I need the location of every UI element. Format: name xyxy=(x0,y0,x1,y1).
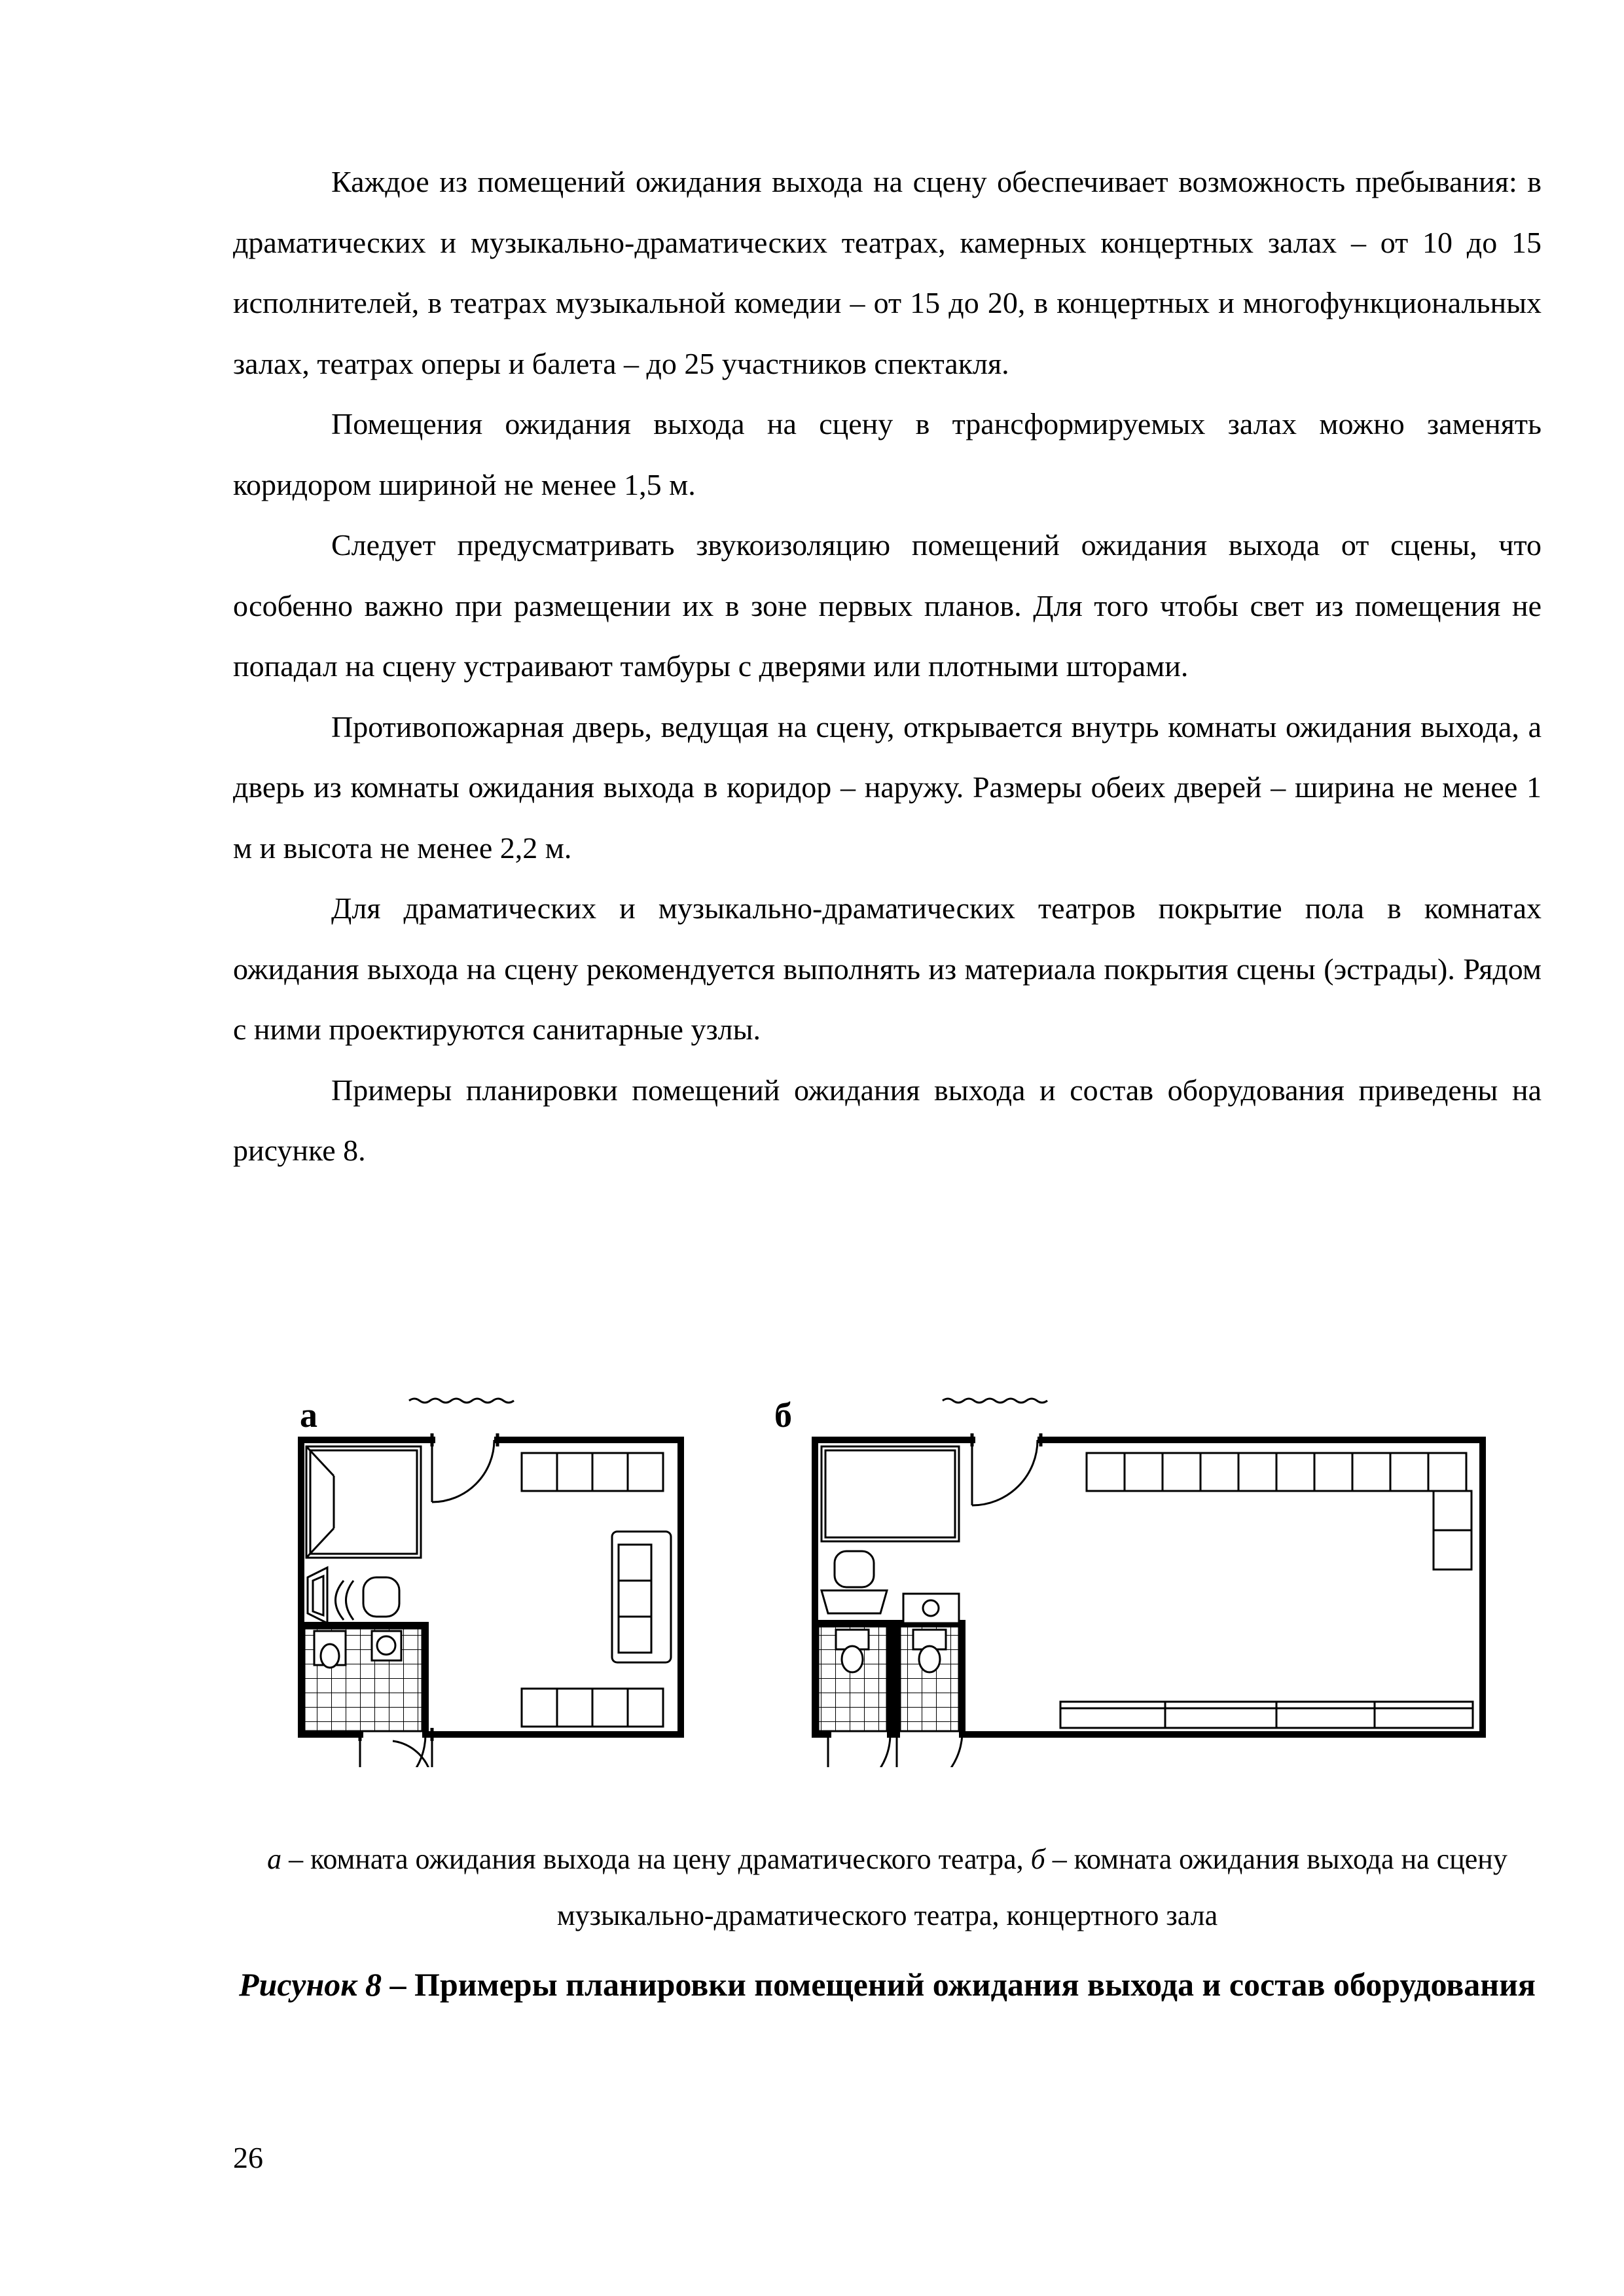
body-text xyxy=(233,152,1542,1181)
paragraph-4: Противопожарная дверь, ведущая на сцену, открывается внутрь комнаты ожидания выхода, а дверь из комнаты ожидания выхода в коридор – наружу. Размеры обеих дверей – ширина не менее 1 м и высота не менее 2,2 м. xyxy=(233,709,1542,865)
paragraph-1: Каждое из помещений ожидания выхода на сцену обеспечивает возможность пребывания: в драматических и музыкально-драматических театрах, камерных концертных залах – от 10 до 15 исполнителей, в театрах музыкальной комедии – от 15 до 20, в концертных и многофункциональных залах, театрах оперы и балета – до 25 участников спектакля. xyxy=(233,165,1542,380)
figure-caption xyxy=(233,1831,1542,1944)
plan-a xyxy=(300,1395,681,1767)
plan-a-label: а xyxy=(300,1395,317,1435)
floor-plans-svg xyxy=(0,1361,1624,1767)
stage-side-hatch-b xyxy=(943,1399,1047,1403)
caption-a-text: – комната ожидания выхода на цену драматического театра, xyxy=(281,1843,1031,1875)
paragraph-5: Для драматических и музыкально-драматических театров покрытие пола в комнатах ожидания выхода на сцену рекомендуется выполнять из материала покрытия сцены (эстрады). Рядом с ними проектируются санитарные узлы. xyxy=(233,891,1542,1046)
stage-side-hatch xyxy=(409,1399,514,1403)
paragraph-3: Следует предусматривать звукоизоляцию помещений ожидания выхода от сцены, что особенно важно при размещении их в зоне первых планов. Для того чтобы свет из помещения не попадал на сцену устраивают тамбуры с дверями или плотными шторами. xyxy=(233,528,1542,683)
figure-title-prefix: Рисунок 8 xyxy=(239,1966,382,2003)
paragraph-6: Примеры планировки помещений ожидания выхода и состав оборудования приведены на рисунке 8. xyxy=(233,1073,1542,1167)
page-number: 26 xyxy=(233,2141,263,2174)
figure-8-floor-plans xyxy=(0,1361,1624,1767)
figure-title-text: – Примеры планировки помещений ожидания выхода и состав оборудования xyxy=(382,1966,1536,2003)
paragraph-2: Помещения ожидания выхода на сцену в трансформируемых залах можно заменять коридором шириной не менее 1,5 м. xyxy=(233,407,1542,501)
caption-b-text: – комната ожидания выхода на сцену музыкально-драматического театра, концертного зала xyxy=(556,1843,1507,1931)
caption-b-letter: б xyxy=(1030,1843,1045,1875)
caption-a-letter: а xyxy=(267,1843,282,1875)
plan-b xyxy=(774,1395,1483,1767)
plan-b-label: б xyxy=(774,1395,792,1435)
figure-title xyxy=(233,1954,1542,2015)
